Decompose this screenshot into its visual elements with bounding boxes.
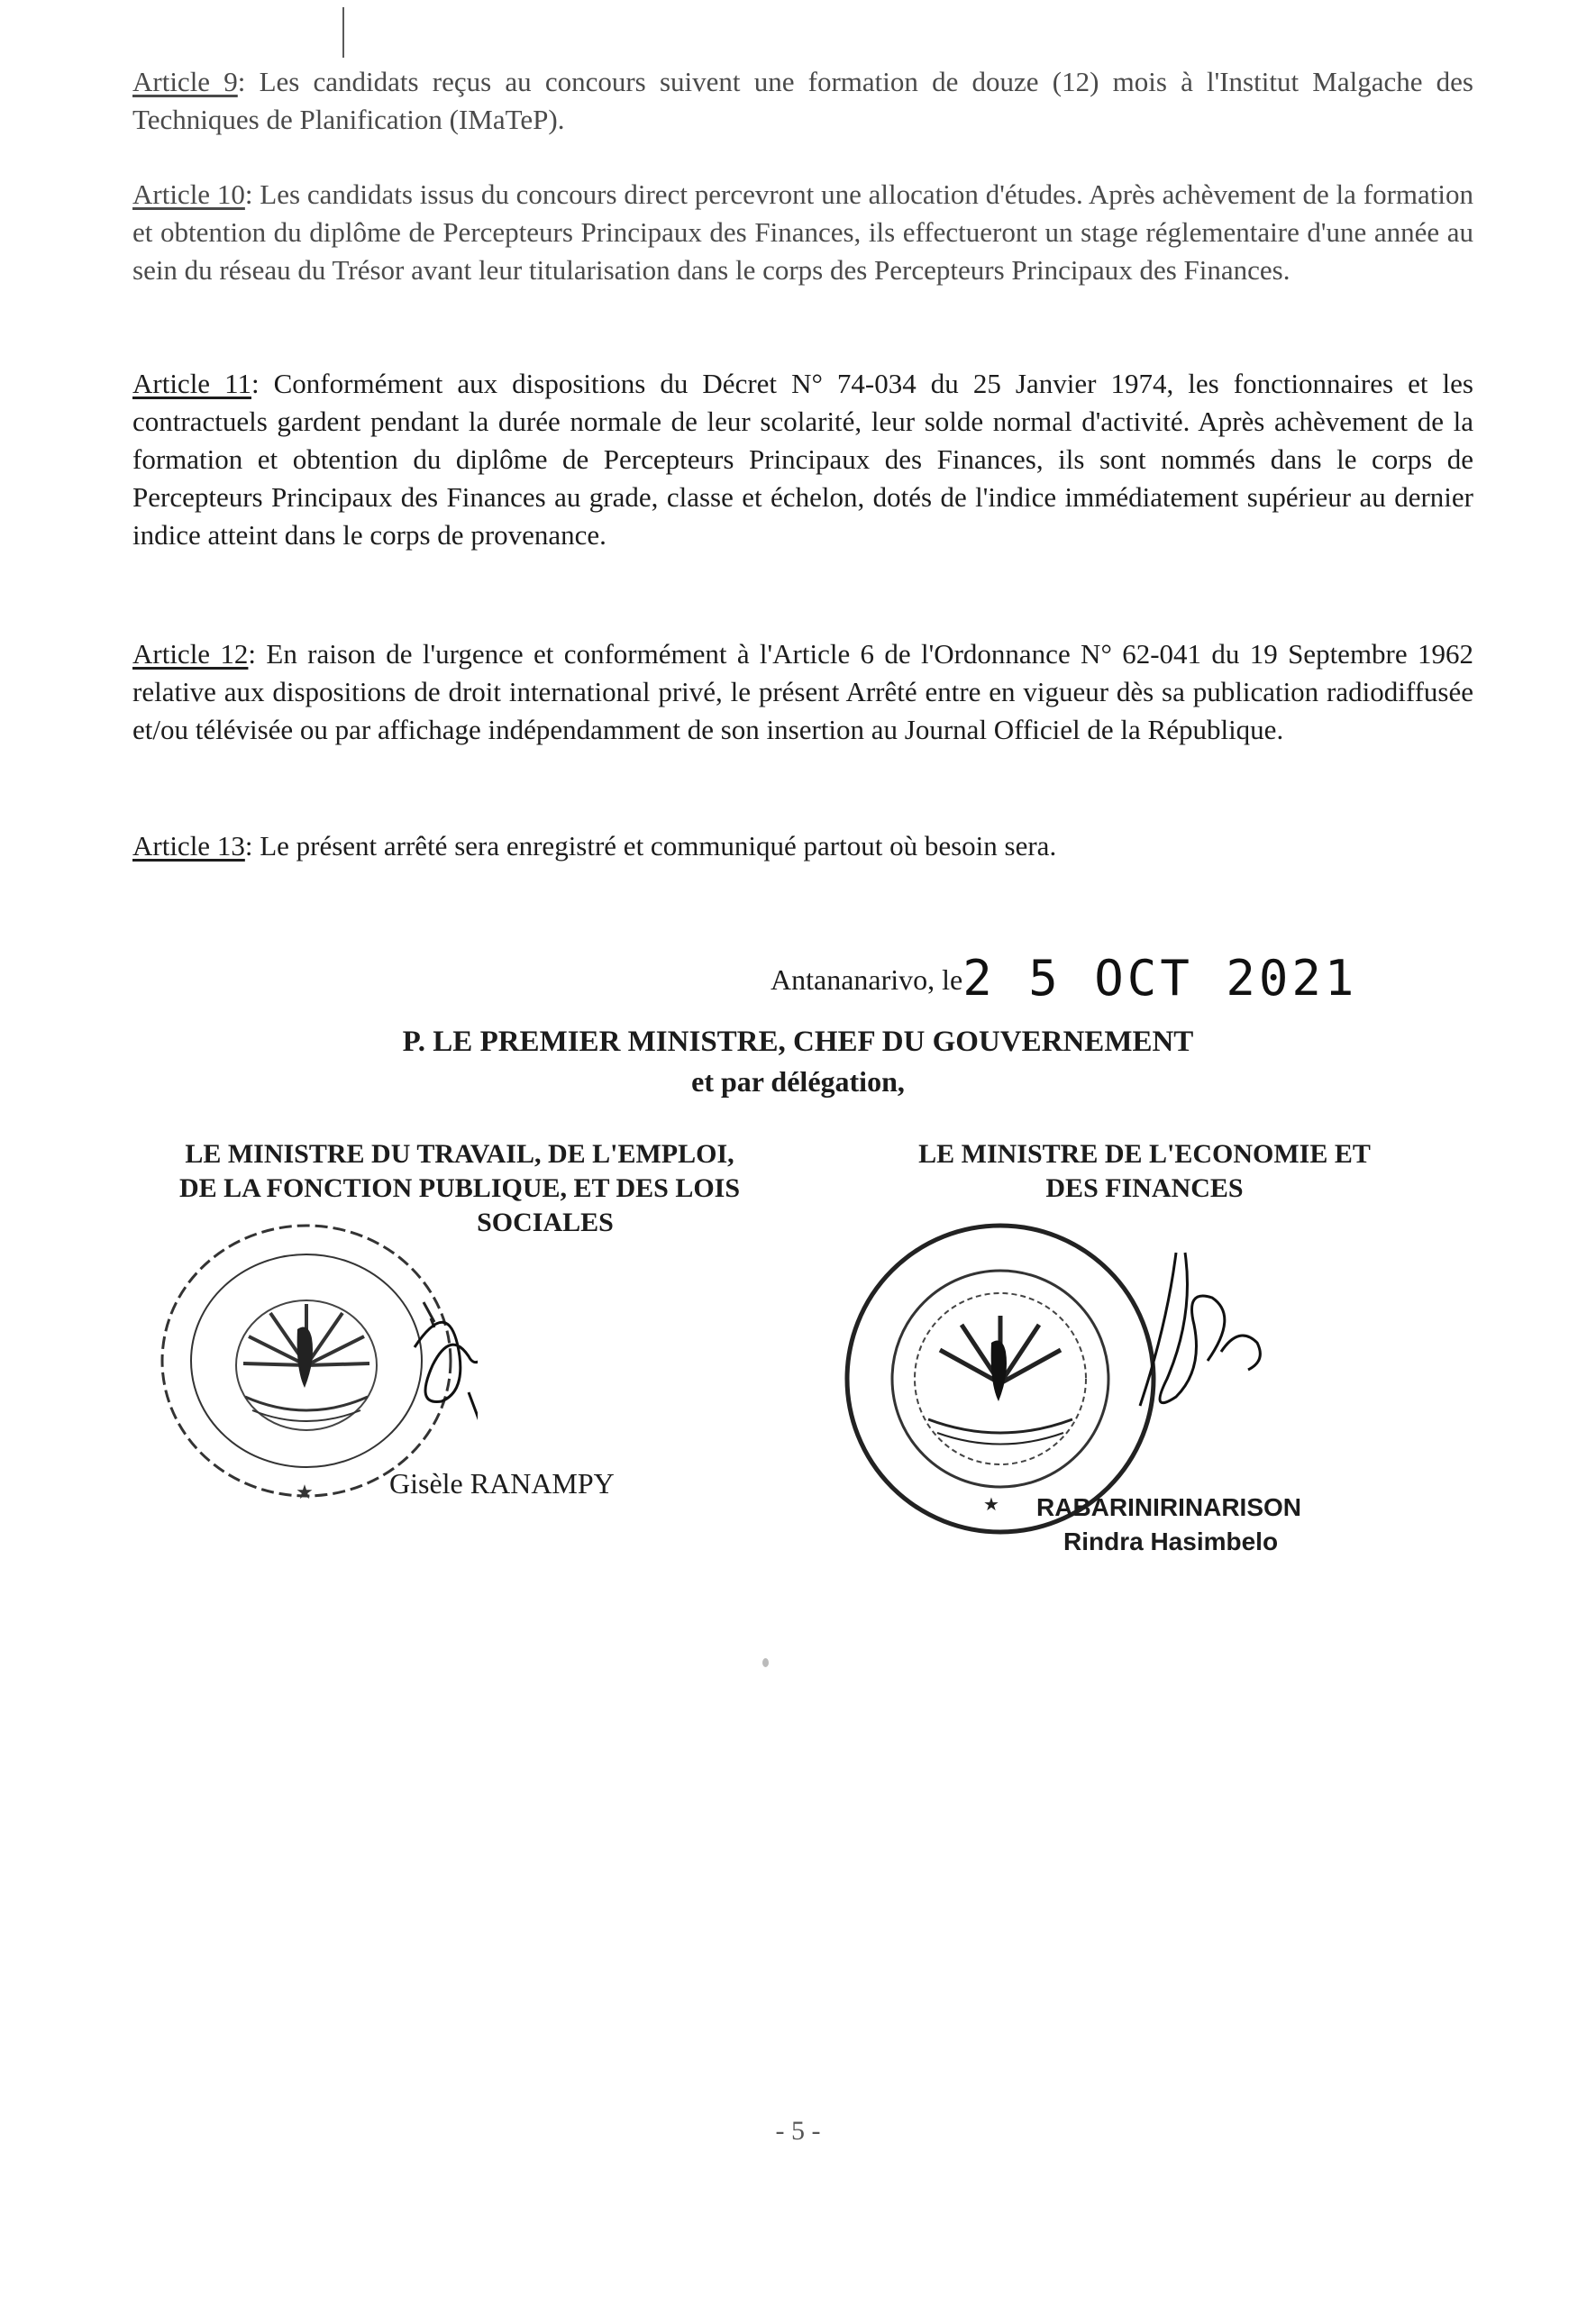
article-text: : Le présent arrêté sera enregistré et communiqué partout où besoin sera. (244, 830, 1057, 862)
delegation-line: et par délégation, (691, 1065, 905, 1098)
article-label: Article 12 (132, 638, 249, 670)
place-text: Antananarivo, le (771, 963, 963, 996)
article-13 (132, 827, 1473, 865)
left-minister-line-2: DE LA FONCTION PUBLIQUE, ET DES LOIS (178, 1173, 741, 1203)
right-minister-title (865, 1137, 1424, 1206)
article-9 (132, 63, 1473, 139)
right-signer-given-names: Rindra Hasimbelo (1063, 1527, 1279, 1555)
svg-text:★: ★ (983, 1493, 999, 1515)
article-text: : Les candidats issus du concours direct percevront une allocation d'études. Après achèvement de la formation et obtention du diplôme de Percepteurs Principaux des Finances, ils effectueront un stage réglementaire d'une année au sein du réseau du Trésor avant leur titularisation dans le corps des Percepteurs Principaux des Finances. (132, 178, 1473, 286)
left-minister-line-1: LE MINISTRE DU TRAVAIL, DE L'EMPLOI, (185, 1139, 734, 1169)
article-text: : En raison de l'urgence et conformément à l'Article 6 de l'Ordonnance N° 62-041 du 19 Septembre 1962 relative aux dispositions de droit international privé, le présent Arrêté entre en vigueur dès sa publication radiodiffusée et/ou télévisée ou par affichage indépendamment de son insertion au Journal Officiel de la République. (132, 638, 1473, 745)
date-stamp: 2 5 OCT 2021 (962, 950, 1358, 1007)
article-11 (132, 365, 1473, 554)
left-signer-name: Gisèle RANAMPY (389, 1467, 615, 1500)
article-label: Article 9 (132, 66, 238, 97)
right-signer-name: RABARINIRINARISON (1036, 1493, 1301, 1521)
article-label: Article 13 (132, 830, 245, 862)
article-text: : Conformément aux dispositions du Décret N° 74-034 du 25 Janvier 1974, les fonctionnaires et les contractuels gardent pendant la durée normale de leur scolarité, leur solde normal d'activité. Après achèvement de la formation et obtention du diplôme de Percepteurs Principaux des Finances, ils sont nommés dans le corps de Percepteurs Principaux des Finances au grade, classe et échelon, dotés de l'indice immédiatement supérieur au dernier indice atteint dans le corps de provenance. (132, 368, 1473, 551)
article-label: Article 11 (132, 368, 251, 399)
page-number: - 5 - (775, 2116, 821, 2146)
svg-text:★: ★ (296, 1482, 314, 1504)
article-text: : Les candidats reçus au concours suivent une formation de douze (12) mois à l'Institut Malgache des Techniques de Planification (IMaTeP). (132, 66, 1473, 135)
left-minister-line-3: SOCIALES (477, 1208, 614, 1237)
article-label: Article 10 (132, 178, 245, 210)
ministry-of-economy-seal-icon (843, 1217, 1311, 1541)
signature-heading: P. LE PREMIER MINISTRE, CHEF DU GOUVERNEMENT (402, 1026, 1194, 1058)
right-minister-line-1: LE MINISTRE DE L'ECONOMIE ET (918, 1139, 1371, 1169)
place-and-date (771, 944, 1358, 1007)
scan-mark (342, 7, 344, 58)
right-minister-line-2: DES FINANCES (1045, 1173, 1244, 1203)
article-10 (132, 176, 1473, 289)
article-12 (132, 635, 1473, 749)
scan-speck (762, 1658, 769, 1667)
